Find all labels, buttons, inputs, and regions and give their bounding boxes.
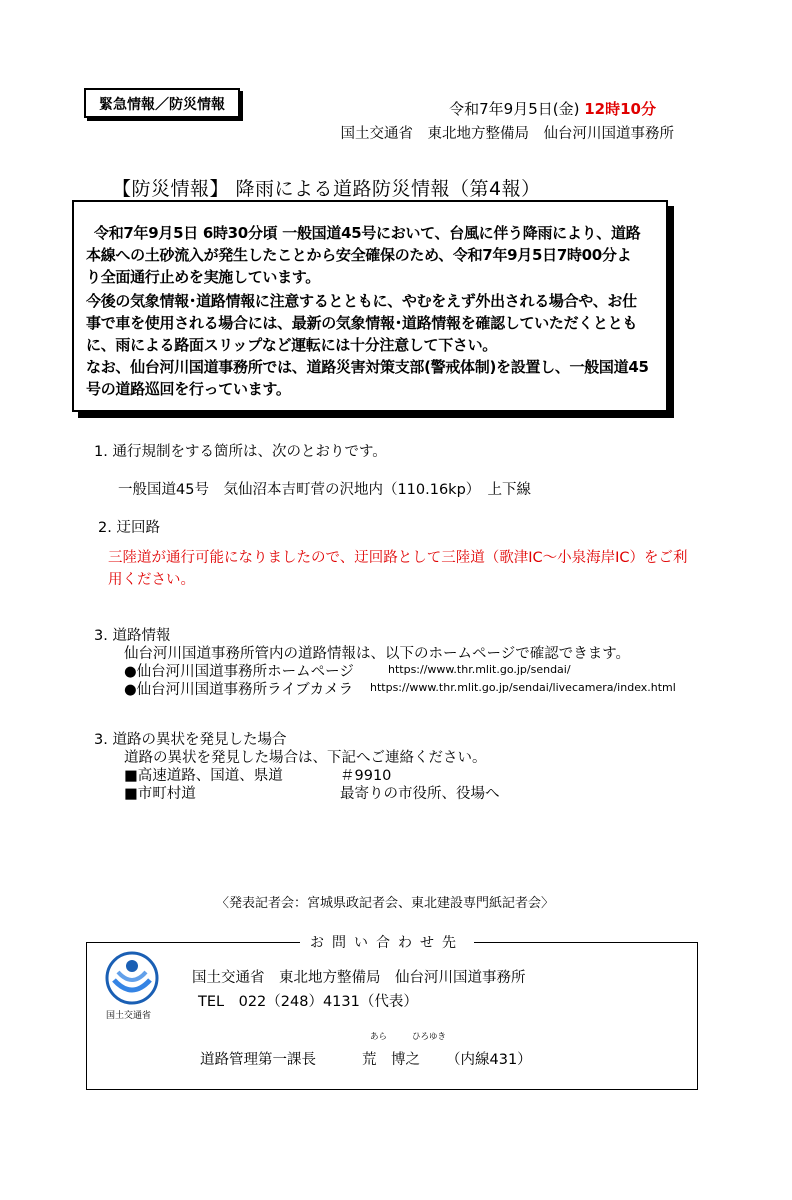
- section1-heading: 1. 通行規制をする箇所は、次のとおりです。: [94, 444, 387, 460]
- emergency-tag: 緊急情報／防災情報: [84, 88, 240, 118]
- contact-tel: TEL 022（248）4131（代表）: [198, 994, 418, 1010]
- section1-detail: 一般国道45号 気仙沼本吉町菅の沢地内（110.16kp） 上下線: [118, 482, 532, 498]
- notice-line: なお、仙台河川国道事務所では、道路災害対策支部(警戒体制)を設置し、一般国道45: [86, 358, 649, 376]
- livecamera-label: ●仙台河川国道事務所ライブカメラ: [124, 682, 354, 698]
- notice-line: 号の道路巡回を行っています。: [86, 380, 291, 398]
- livecamera-link[interactable]: https://www.thr.mlit.go.jp/sendai/livecamera/index.html: [370, 681, 676, 694]
- furigana-surname: あら: [370, 1032, 388, 1042]
- contact-row-label: ■市町村道: [124, 786, 196, 802]
- release-datetime: [449, 98, 656, 119]
- release-time: 12時10分: [584, 100, 656, 118]
- notice-line: 令和7年9月5日 6時30分頃 一般国道45号において、台風に伴う降雨により、道路: [94, 224, 641, 242]
- contact-title: お問い合わせ先: [300, 932, 474, 952]
- homepage-link[interactable]: https://www.thr.mlit.go.jp/sendai/: [388, 663, 571, 676]
- homepage-label: ●仙台河川国道事務所ホームページ: [124, 664, 354, 680]
- notice-line: 事で車を使用される場合には、最新の気象情報･道路情報を確認していただくととも: [86, 314, 638, 332]
- release-date: 令和7年9月5日(金): [449, 100, 580, 118]
- issuing-agency: 国土交通省 東北地方整備局 仙台河川国道事務所: [340, 126, 674, 142]
- page-title: 【防災情報】 降雨による道路防災情報（第4報）: [112, 178, 541, 200]
- section4-heading: 3. 道路の異状を発見した場合: [94, 732, 287, 748]
- contact-row-label: ■高速道路、国道、県道: [124, 768, 283, 784]
- notice-line: に、雨による路面スリップなど運転には十分注意して下さい。: [86, 336, 498, 354]
- section2-heading: 2. 迂回路: [98, 520, 160, 536]
- detour-line: 用ください。: [108, 572, 195, 588]
- press-club: 〈発表記者会：宮城県政記者会、東北建設専門紙記者会〉: [216, 896, 555, 911]
- detour-line: 三陸道が通行可能になりましたので、迂回路として三陸道（歌津IC～小泉海岸IC）をご利: [108, 550, 688, 566]
- contact-row-value: ＃9910: [340, 768, 392, 784]
- section3-intro: 仙台河川国道事務所管内の道路情報は、以下のホームページで確認できます。: [124, 646, 631, 662]
- contact-position: 道路管理第一課長: [200, 1052, 316, 1068]
- contact-org: 国土交通省 東北地方整備局 仙台河川国道事務所: [192, 970, 526, 986]
- logo-label: 国土交通省: [106, 1011, 152, 1021]
- section3-heading: 3. 道路情報: [94, 628, 171, 644]
- furigana-given: ひろゆき: [412, 1032, 447, 1042]
- notice-line: 今後の気象情報･道路情報に注意するとともに、やむをえず外出される場合や、お仕: [86, 292, 637, 310]
- mlit-logo-icon: [104, 950, 160, 1006]
- contact-extension: （内線431）: [446, 1052, 532, 1068]
- notice-line: 本線への土砂流入が発生したことから安全確保のため、令和7年9月5日7時00分よ: [86, 246, 632, 264]
- contact-row-value: 最寄りの市役所、役場へ: [340, 786, 500, 802]
- notice-line: り全面通行止めを実施しています。: [86, 268, 321, 286]
- contact-name: 荒 博之: [362, 1052, 420, 1068]
- section4-intro: 道路の異状を発見した場合は、下記へご連絡ください。: [124, 750, 487, 766]
